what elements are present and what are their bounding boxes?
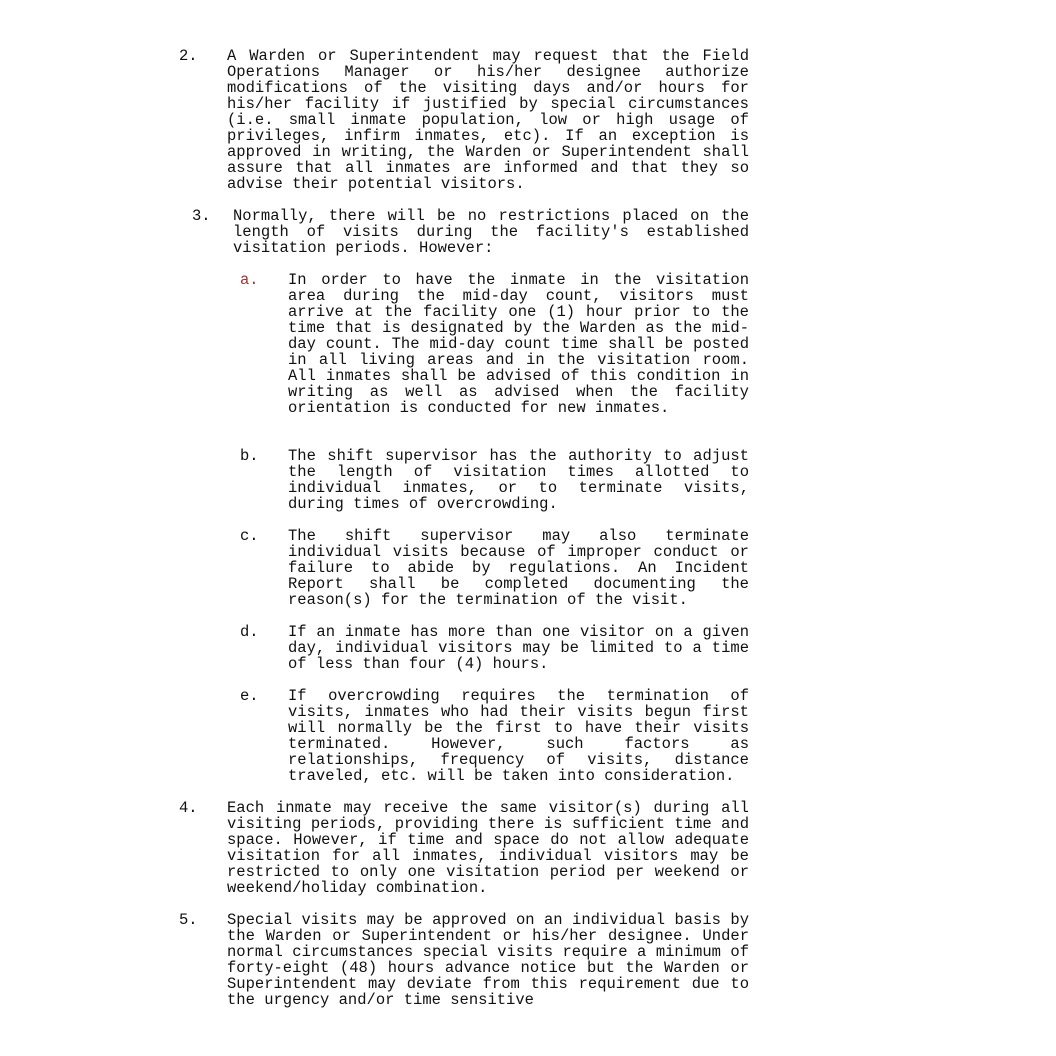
item-number: 5.: [179, 911, 198, 929]
subitem-letter: c.: [240, 527, 259, 545]
subitem-text: The shift supervisor has the authority to adjust the length of visitation times allotted to individual inmates, or to terminate visits, during times of overcrowding.: [288, 447, 749, 513]
subitem-letter: d.: [240, 623, 259, 641]
item-number: 2.: [179, 47, 198, 65]
subitem-text: The shift supervisor may also terminate individual visits because of improper conduct or failure to abide by regulations. An Incident Report shall be completed documenting the reason(s) for the termination of the visit.: [288, 527, 749, 609]
subitem-letter: b.: [240, 447, 259, 465]
subitem-letter: e.: [240, 687, 259, 705]
item-text: A Warden or Superintendent may request that the Field Operations Manager or his/her designee authorize modifications of the visiting days and/or hours for his/her facility if justified by special circumstances (i.e. small inmate population, low or high usage of privileges, infirm inmates, etc). If an exception is approved in writing, the Warden or Superintendent shall assure that all inmates are informed and that they so advise their potential visitors.: [227, 47, 749, 193]
item-text: Each inmate may receive the same visitor(s) during all visiting periods, providing there is sufficient time and space. However, if time and space do not allow adequate visitation for all inmates, individual visitors may be restricted to only one visitation period per weekend or weekend/holiday combination.: [227, 799, 749, 897]
item-text: Special visits may be approved on an individual basis by the Warden or Superintendent or his/her designee. Under normal circumstances special visits require a minimum of forty-eight (48) hours advance notice but the Warden or Superintendent may deviate from this requirement due to the urgency and/or time sensitive: [227, 911, 749, 1009]
subitem-text: If overcrowding requires the termination of visits, inmates who had their visits begun first will normally be the first to have their visits terminated. However, such factors as relationships, frequency of visits, distance traveled, etc. will be taken into consideration.: [288, 687, 749, 785]
item-number: 3.: [192, 207, 211, 225]
subitem-letter: a.: [240, 271, 259, 289]
item-number: 4.: [179, 799, 198, 817]
subitem-text: If an inmate has more than one visitor on a given day, individual visitors may be limited to a time of less than four (4) hours.: [288, 623, 749, 673]
item-text: Normally, there will be no restrictions placed on the length of visits during the facility's established visitation periods. However:: [233, 207, 749, 257]
subitem-text: In order to have the inmate in the visitation area during the mid-day count, visitors must arrive at the facility one (1) hour prior to the time that is designated by the Warden as the mid-day count. The mid-day count time shall be posted in all living areas and in the visitation room. All inmates shall be advised of this condition in writing as well as advised when the facility orientation is conducted for new inmates.: [288, 271, 749, 417]
